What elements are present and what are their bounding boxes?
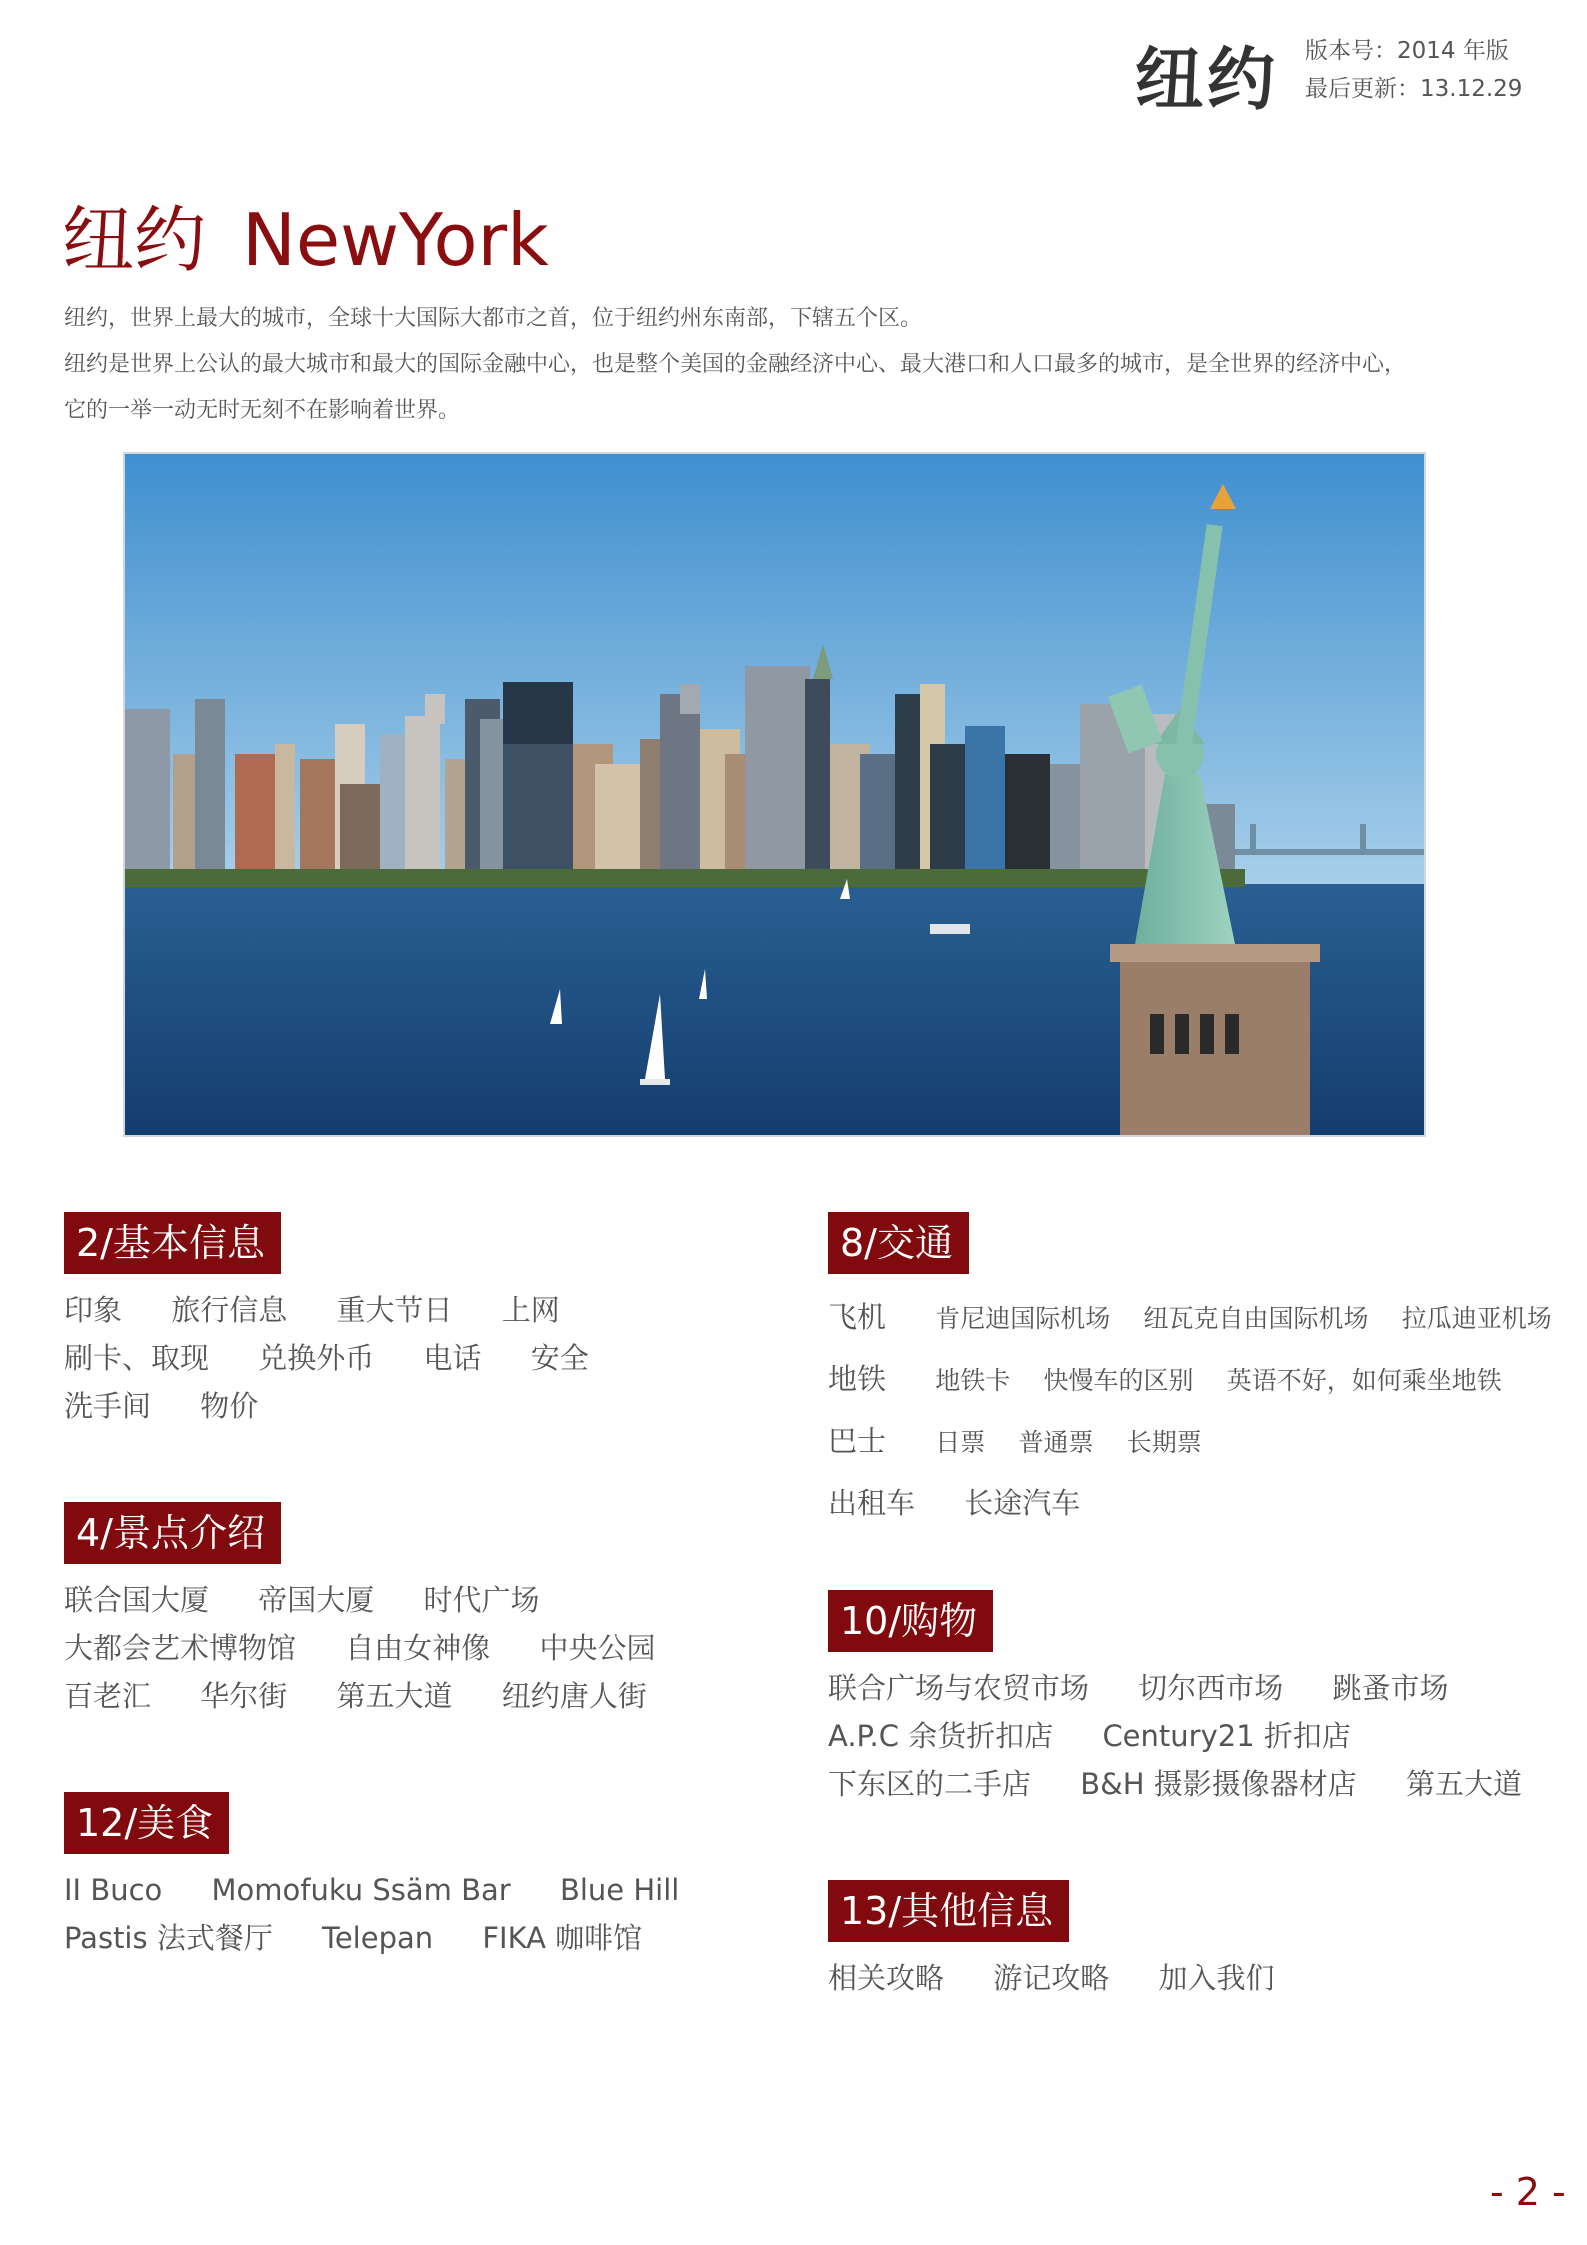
section-heading-sights: 4/景点介绍 <box>64 1502 281 1564</box>
link-subway-sub[interactable]: 地铁卡 <box>935 1366 1011 1395</box>
link-restaurant[interactable]: Momofuku Ssäm Bar <box>211 1873 511 1907</box>
link-bus-ticket[interactable]: 普通票 <box>1018 1428 1094 1457</box>
header-city-title: 纽约 <box>1135 41 1280 120</box>
link-sight[interactable]: 大都会艺术博物馆 <box>64 1631 297 1665</box>
link-plane[interactable]: 飞机 <box>828 1300 887 1334</box>
link-shop[interactable]: 联合广场与农贸市场 <box>828 1671 1090 1705</box>
last-updated-label: 最后更新：13.12.29 <box>1305 76 1523 102</box>
page-title-zh: 纽约 <box>62 198 207 282</box>
page-title-en: NewYork <box>242 198 549 282</box>
link-internet[interactable]: 上网 <box>501 1293 560 1327</box>
transport-links <box>828 1286 1576 1534</box>
basic-info-links <box>64 1286 629 1430</box>
link-restaurant[interactable]: II Buco <box>64 1873 163 1907</box>
link-sight[interactable]: 自由女神像 <box>345 1631 491 1665</box>
link-sight[interactable]: 时代广场 <box>423 1583 540 1617</box>
link-restroom[interactable]: 洗手间 <box>64 1389 152 1423</box>
link-restaurant[interactable]: FIKA 咖啡馆 <box>482 1921 643 1955</box>
section-basic-info <box>64 1212 629 1430</box>
transport-row-bus <box>828 1410 1576 1472</box>
version-label: 版本号：2014 年版 <box>1305 38 1509 64</box>
link-row <box>828 1954 1314 2002</box>
link-row <box>64 1624 695 1672</box>
link-airport[interactable]: 纽瓦克自由国际机场 <box>1143 1304 1369 1333</box>
sights-links <box>64 1576 695 1720</box>
link-sight[interactable]: 纽约唐人街 <box>501 1679 647 1713</box>
section-heading-food: 12/美食 <box>64 1792 229 1854</box>
link-row <box>64 1914 719 1962</box>
page-title <box>62 182 549 286</box>
link-long-distance-bus[interactable]: 长途汽车 <box>964 1486 1081 1520</box>
link-travel-notes[interactable]: 游记攻略 <box>993 1961 1110 1995</box>
link-prices[interactable]: 物价 <box>200 1389 259 1423</box>
link-bus-ticket[interactable]: 日票 <box>935 1428 986 1457</box>
section-food <box>64 1792 719 1962</box>
link-sight[interactable]: 华尔街 <box>200 1679 288 1713</box>
section-shopping <box>828 1590 1562 1808</box>
link-row <box>64 1672 695 1720</box>
section-heading-shopping: 10/购物 <box>828 1590 993 1652</box>
link-related-guides[interactable]: 相关攻略 <box>828 1961 945 1995</box>
link-sight[interactable]: 中央公园 <box>539 1631 656 1665</box>
link-sight[interactable]: 百老汇 <box>64 1679 152 1713</box>
section-heading-transport: 8/交通 <box>828 1212 969 1274</box>
link-row <box>64 1382 629 1430</box>
link-airport[interactable]: 拉瓜迪亚机场 <box>1401 1304 1552 1333</box>
link-bus-ticket[interactable]: 长期票 <box>1126 1428 1202 1457</box>
link-sight[interactable]: 第五大道 <box>336 1679 453 1713</box>
link-subway[interactable]: 地铁 <box>828 1362 887 1396</box>
link-subway-sub[interactable]: 快慢车的区别 <box>1043 1366 1194 1395</box>
link-sight[interactable]: 帝国大厦 <box>258 1583 375 1617</box>
shopping-links <box>828 1664 1562 1808</box>
link-currency-exchange[interactable]: 兑换外币 <box>258 1341 375 1375</box>
link-shop[interactable]: 跳蚤市场 <box>1332 1671 1449 1705</box>
link-row <box>828 1760 1562 1808</box>
link-row <box>64 1576 695 1624</box>
intro-line: 它的一举一动无时无刻不在影响着世界。 <box>64 398 461 423</box>
link-row <box>64 1286 629 1334</box>
link-shop[interactable]: Century21 折扣店 <box>1102 1719 1351 1753</box>
link-impression[interactable]: 印象 <box>64 1293 123 1327</box>
section-heading-basic-info: 2/基本信息 <box>64 1212 281 1274</box>
link-airport[interactable]: 肯尼迪国际机场 <box>935 1304 1111 1333</box>
link-travel-info[interactable]: 旅行信息 <box>171 1293 288 1327</box>
transport-row-taxi <box>828 1472 1576 1534</box>
link-bus[interactable]: 巴士 <box>828 1424 887 1458</box>
link-sight[interactable]: 联合国大厦 <box>64 1583 210 1617</box>
other-info-links <box>828 1954 1314 2002</box>
link-row <box>828 1712 1562 1760</box>
link-subway-sub[interactable]: 英语不好，如何乘坐地铁 <box>1226 1366 1502 1395</box>
link-taxi[interactable]: 出租车 <box>828 1486 916 1520</box>
link-restaurant[interactable]: Blue Hill <box>559 1873 680 1907</box>
link-safety[interactable]: 安全 <box>530 1341 589 1375</box>
section-transport <box>828 1212 1576 1534</box>
link-row <box>64 1866 719 1914</box>
intro-line: 纽约是世界上公认的最大城市和最大的国际金融中心，也是整个美国的金融经济中心、最大港口和人口最多的城市，是全世界的经济中心， <box>64 352 1407 377</box>
link-phone[interactable]: 电话 <box>423 1341 482 1375</box>
link-restaurant[interactable]: Telepan <box>322 1921 434 1955</box>
transport-row-plane <box>828 1286 1576 1348</box>
link-shop[interactable]: A.P.C 余货折扣店 <box>828 1719 1054 1753</box>
link-card-cash[interactable]: 刷卡、取现 <box>64 1341 210 1375</box>
section-sights <box>64 1502 695 1720</box>
link-shop[interactable]: 第五大道 <box>1406 1767 1523 1801</box>
link-row <box>64 1334 629 1382</box>
skyline-illustration <box>125 454 1424 1135</box>
link-shop[interactable]: 切尔西市场 <box>1138 1671 1284 1705</box>
section-heading-other-info: 13/其他信息 <box>828 1880 1069 1942</box>
page-number: - 2 - <box>1490 2170 1566 2214</box>
food-links <box>64 1866 719 1962</box>
link-festivals[interactable]: 重大节日 <box>336 1293 453 1327</box>
intro-line: 纽约，世界上最大的城市，全球十大国际大都市之首，位于纽约州东南部，下辖五个区。 <box>64 306 923 331</box>
link-restaurant[interactable]: Pastis 法式餐厅 <box>64 1921 273 1955</box>
link-shop[interactable]: B&H 摄影摄像器材店 <box>1080 1767 1357 1801</box>
header-meta <box>1305 32 1522 108</box>
link-join-us[interactable]: 加入我们 <box>1158 1961 1275 1995</box>
hero-image-new-york-skyline <box>123 452 1426 1137</box>
section-other-info <box>828 1880 1314 2002</box>
link-shop[interactable]: 下东区的二手店 <box>828 1767 1032 1801</box>
link-row <box>828 1664 1562 1712</box>
transport-row-subway <box>828 1348 1576 1410</box>
intro-paragraph <box>64 296 1534 434</box>
